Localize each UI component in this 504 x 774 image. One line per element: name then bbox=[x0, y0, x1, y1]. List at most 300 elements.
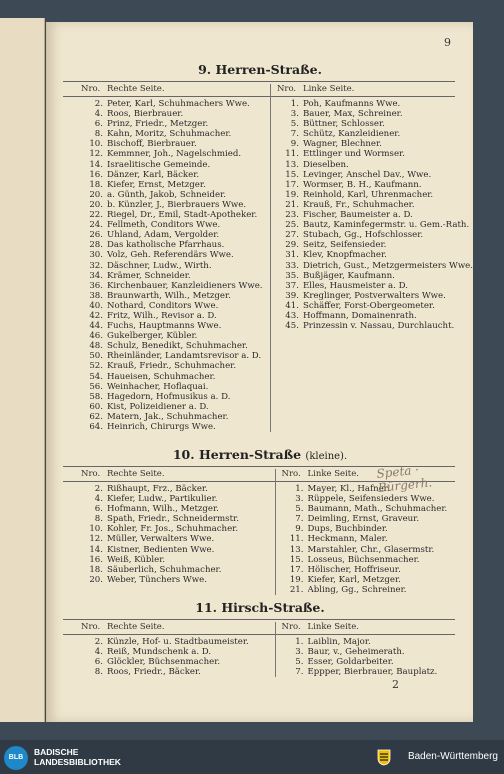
header-label: Rechte Seite. bbox=[107, 84, 165, 94]
left-column bbox=[81, 622, 273, 677]
house-number: 26. bbox=[89, 230, 103, 241]
right-column-header bbox=[277, 84, 473, 96]
header-nr: Nro. bbox=[81, 84, 101, 94]
resident-entry: Weber, Tünchers Wwe. bbox=[107, 574, 207, 585]
resident-entry: Volz, Geh. Referendärs Wwe. bbox=[107, 250, 234, 261]
header-nr: Nro. bbox=[281, 622, 301, 632]
resident-entry: Klev, Knopfmacher. bbox=[302, 250, 387, 261]
list-item bbox=[81, 667, 273, 677]
resident-entry: Kemmner, Joh., Nagelschmied. bbox=[107, 149, 242, 160]
right-column bbox=[270, 84, 473, 432]
list-item bbox=[277, 321, 473, 331]
list-item bbox=[277, 99, 473, 109]
header-nr: Nro. bbox=[81, 469, 101, 479]
list-item bbox=[81, 119, 268, 129]
list-item bbox=[277, 200, 473, 210]
house-number: 20. bbox=[89, 199, 103, 210]
house-number: 41. bbox=[285, 300, 299, 311]
house-number: 14. bbox=[89, 159, 103, 170]
blb-line2: LANDESBIBLIOTHEK bbox=[34, 757, 121, 767]
house-number: 64. bbox=[89, 422, 103, 432]
resident-entry: Reinhold, Karl, Uhrenmacher. bbox=[302, 189, 434, 200]
resident-entry: Säuberlich, Schuhmacher. bbox=[107, 564, 222, 575]
resident-entry: Kiefer, Ludw., Partikulier. bbox=[107, 494, 218, 505]
house-number: 19. bbox=[285, 189, 299, 200]
rule-top bbox=[63, 81, 455, 82]
list-item bbox=[282, 545, 474, 555]
resident-entry: Bauer, Max, Schreiner. bbox=[302, 109, 403, 120]
resident-entry: Riegel, Dr., Emil, Stadt-Apotheker. bbox=[107, 210, 258, 221]
resident-entry: Hölischer, Hoffriseur. bbox=[307, 564, 401, 575]
house-number: 17. bbox=[285, 179, 299, 190]
house-number: 13. bbox=[289, 544, 304, 555]
resident-entry: Eppper, Bierbrauer, Bauplatz. bbox=[307, 667, 438, 678]
resident-entry: Fritz, Wilh., Revisor a. D. bbox=[107, 310, 217, 321]
house-number: 21. bbox=[285, 199, 299, 210]
house-number: 11. bbox=[285, 149, 299, 160]
house-number: 8. bbox=[94, 514, 103, 525]
resident-entry: Kiefer, Ernst, Metzger. bbox=[107, 179, 206, 190]
list-item bbox=[277, 109, 473, 119]
house-number: 1. bbox=[295, 637, 304, 647]
resident-entry: Krämer, Schneider. bbox=[107, 270, 191, 281]
house-number: 14. bbox=[89, 544, 103, 555]
resident-entry: Kiefer, Karl, Metzger. bbox=[307, 574, 401, 585]
list-item bbox=[282, 667, 474, 677]
list-item bbox=[282, 494, 474, 504]
list-item bbox=[81, 139, 268, 149]
list-item bbox=[81, 504, 273, 514]
house-number: 36. bbox=[89, 280, 103, 291]
list-item bbox=[81, 261, 268, 271]
list-item bbox=[81, 321, 268, 331]
section-title-text: 9. Herren-Straße. bbox=[198, 62, 322, 77]
house-number: 5. bbox=[290, 119, 299, 130]
house-number: 22. bbox=[89, 210, 103, 221]
header-label: Linke Seite. bbox=[307, 469, 359, 479]
list-item bbox=[81, 99, 268, 109]
resident-entry: Roos, Friedr., Bäcker. bbox=[107, 667, 201, 678]
resident-entry: Uhland, Adam, Vergolder. bbox=[107, 230, 220, 241]
house-number: 25. bbox=[285, 220, 299, 231]
resident-entry: Schulz, Benedikt, Schuhmacher. bbox=[107, 341, 248, 352]
house-number: 12. bbox=[89, 534, 103, 545]
house-number: 8. bbox=[94, 129, 103, 140]
house-number: 44. bbox=[89, 321, 103, 332]
list-item bbox=[277, 220, 473, 230]
list-item bbox=[81, 250, 268, 260]
list-item bbox=[277, 190, 473, 200]
resident-entry: Haueisen, Schuhmacher. bbox=[107, 371, 216, 382]
house-number: 58. bbox=[89, 391, 103, 402]
resident-entry: Müller, Verwalters Wwe. bbox=[107, 534, 215, 545]
left-page-edge bbox=[0, 18, 45, 722]
resident-entry: Kohler, Fr. Jos., Schuhmacher. bbox=[107, 524, 239, 535]
house-number: 37. bbox=[285, 280, 299, 291]
resident-entry: Stubach, Gg., Hofschlosser. bbox=[302, 230, 424, 241]
resident-entry: Roos, Bierbrauer. bbox=[107, 109, 184, 120]
section-title-text: 11. Hirsch-Straße. bbox=[195, 600, 325, 615]
list-item bbox=[81, 555, 273, 565]
list-item bbox=[277, 311, 473, 321]
list-item bbox=[81, 484, 273, 494]
list-item bbox=[277, 240, 473, 250]
house-number: 7. bbox=[295, 514, 304, 525]
house-number: 15. bbox=[289, 554, 304, 565]
list-item bbox=[277, 281, 473, 291]
section-title bbox=[47, 62, 473, 77]
list-item bbox=[277, 119, 473, 129]
list-item bbox=[81, 657, 273, 667]
house-number: 40. bbox=[89, 300, 103, 311]
resident-entry: Baur, v., Geheimerath. bbox=[307, 647, 405, 658]
house-number: 54. bbox=[89, 371, 103, 382]
list-item bbox=[277, 160, 473, 170]
list-item bbox=[81, 301, 268, 311]
resident-entry: Büttner, Schlosser. bbox=[302, 119, 385, 130]
left-column-header bbox=[81, 469, 273, 481]
resident-entry: Fischer, Baumeister a. D. bbox=[302, 210, 413, 221]
house-number: 5. bbox=[295, 657, 304, 668]
resident-entry: Kistner, Bedienten Wwe. bbox=[107, 544, 215, 555]
house-number: 39. bbox=[285, 290, 299, 301]
resident-entry: Bautz, Kaminfegermstr. u. Gem.-Rath. bbox=[302, 220, 470, 231]
blb-line1: BADISCHE bbox=[34, 747, 79, 757]
left-column bbox=[81, 469, 273, 595]
resident-entry: Glöckler, Büchsenmacher. bbox=[107, 657, 221, 668]
resident-entry: Heinrich, Chirurgs Wwe. bbox=[107, 422, 216, 432]
list-item bbox=[81, 575, 273, 585]
house-number: 19. bbox=[289, 574, 304, 585]
list-item bbox=[81, 341, 268, 351]
blb-name bbox=[34, 747, 121, 767]
list-item bbox=[81, 637, 273, 647]
house-number: 27. bbox=[285, 230, 299, 241]
resident-entry: Bußjäger, Kaufmann. bbox=[302, 270, 395, 281]
list-item bbox=[81, 647, 273, 657]
list-item bbox=[282, 504, 474, 514]
list-item bbox=[81, 392, 268, 402]
list-item bbox=[81, 422, 268, 432]
resident-entry: Künzle, Hof- u. Stadtbaumeister. bbox=[107, 637, 249, 647]
house-number: 29. bbox=[285, 240, 299, 251]
house-number: 12. bbox=[89, 149, 103, 160]
header-label: Linke Seite. bbox=[302, 84, 355, 94]
list-item bbox=[277, 149, 473, 159]
house-number: 10. bbox=[89, 139, 103, 150]
list-item bbox=[277, 271, 473, 281]
resident-entry: Das katholische Pfarrhaus. bbox=[107, 240, 225, 251]
house-number: 9. bbox=[290, 139, 299, 150]
document-page bbox=[46, 22, 473, 722]
handwritten-note: Speta · Bürgerh. bbox=[375, 462, 433, 495]
house-number: 50. bbox=[89, 351, 103, 362]
resident-entry: Laiblin, Major. bbox=[307, 637, 371, 647]
resident-entry: Elles, Hausmeister a. D. bbox=[302, 280, 408, 291]
resident-entry: b. Künzler, J., Bierbrauers Wwe. bbox=[107, 199, 247, 210]
list-item bbox=[277, 210, 473, 220]
list-item bbox=[282, 657, 474, 667]
resident-entry: Krauß, Fr., Schuhmacher. bbox=[302, 199, 415, 210]
house-number: 62. bbox=[89, 411, 103, 422]
header-nr: Nro. bbox=[81, 622, 101, 632]
resident-entry: Baumann, Math., Schuhmacher. bbox=[307, 504, 448, 515]
resident-entry: a. Günth, Jakob, Schneider. bbox=[107, 189, 226, 200]
house-number: 1. bbox=[295, 484, 304, 494]
house-number: 35. bbox=[285, 270, 299, 281]
list-item bbox=[81, 190, 268, 200]
resident-entry: Rißhaupt, Frz., Bäcker. bbox=[107, 484, 208, 494]
resident-entry: Wagner, Blechner. bbox=[302, 139, 382, 150]
header-nr: Nro. bbox=[281, 469, 301, 479]
list-item bbox=[81, 524, 273, 534]
house-number: 9. bbox=[295, 524, 304, 535]
resident-entry: Kist, Polizeidiener a. D. bbox=[107, 401, 209, 412]
resident-entry: Fellmeth, Conditors Wwe. bbox=[107, 220, 221, 231]
resident-entry: Dups, Buchbinder. bbox=[307, 524, 388, 535]
list-item bbox=[81, 230, 268, 240]
resident-entry: Schäffer, Forst-Obergeometer. bbox=[302, 300, 435, 311]
list-item bbox=[282, 647, 474, 657]
resident-entry: Abling, Gg., Schreiner. bbox=[307, 584, 407, 595]
house-number: 10. bbox=[89, 524, 103, 535]
house-number: 32. bbox=[89, 260, 103, 271]
house-number: 11. bbox=[289, 534, 304, 545]
house-number: 15. bbox=[285, 169, 299, 180]
columns bbox=[47, 84, 473, 432]
house-number: 31. bbox=[285, 250, 299, 261]
resident-entry: Bischoff, Bierbrauer. bbox=[107, 139, 197, 150]
house-number: 60. bbox=[89, 401, 103, 412]
list-item bbox=[81, 514, 273, 524]
house-number: 18. bbox=[89, 179, 103, 190]
list-item bbox=[81, 240, 268, 250]
resident-entry: Prinzessin v. Nassau, Durchlaucht. bbox=[302, 321, 455, 332]
bw-label: Baden-Württemberg bbox=[407, 751, 498, 762]
house-number: 42. bbox=[89, 310, 103, 321]
resident-entry: Marstahler, Chr., Glasermstr. bbox=[307, 544, 435, 555]
house-number: 23. bbox=[285, 210, 299, 221]
bw-coat-of-arms-icon bbox=[376, 748, 392, 766]
list-item bbox=[282, 555, 474, 565]
list-item bbox=[277, 180, 473, 190]
house-number: 30. bbox=[89, 250, 103, 261]
list-item bbox=[277, 301, 473, 311]
section-title bbox=[47, 447, 473, 462]
resident-entry: Deimling, Ernst, Graveur. bbox=[307, 514, 420, 525]
left-column bbox=[81, 84, 268, 432]
resident-entry: Krauß, Friedr., Schuhmacher. bbox=[107, 361, 237, 372]
list-item bbox=[81, 402, 268, 412]
header-label: Rechte Seite. bbox=[107, 622, 165, 632]
list-item bbox=[81, 220, 268, 230]
resident-entry: Rheinländer, Landamtsrevisor a. D. bbox=[107, 351, 262, 362]
signature-number: 2 bbox=[392, 678, 399, 691]
resident-entry: Spath, Friedr., Schneidermstr. bbox=[107, 514, 239, 525]
house-number: 6. bbox=[94, 657, 103, 668]
list-item bbox=[277, 170, 473, 180]
resident-entry: Kreglinger, Postverwalters Wwe. bbox=[302, 290, 446, 301]
house-number: 52. bbox=[89, 361, 103, 372]
list-item bbox=[81, 534, 273, 544]
resident-entry: Reiß, Mundschenk a. D. bbox=[107, 647, 212, 658]
list-item bbox=[81, 412, 268, 422]
resident-entry: Peter, Karl, Schuhmachers Wwe. bbox=[107, 99, 250, 109]
house-number: 34. bbox=[89, 270, 103, 281]
house-number: 48. bbox=[89, 341, 103, 352]
section-herren-strasse bbox=[47, 62, 473, 432]
list-item bbox=[282, 514, 474, 524]
list-item bbox=[282, 565, 474, 575]
house-number: 3. bbox=[295, 494, 304, 505]
list-item bbox=[81, 372, 268, 382]
resident-entry: Losseus, Büchsenmacher. bbox=[307, 554, 420, 565]
resident-entry: Nothard, Conditors Wwe. bbox=[107, 300, 219, 311]
library-footer bbox=[0, 740, 504, 774]
rule-top bbox=[63, 619, 455, 620]
house-number: 6. bbox=[94, 119, 103, 130]
house-number: 33. bbox=[285, 260, 299, 271]
list-item bbox=[277, 250, 473, 260]
list-item bbox=[277, 261, 473, 271]
house-number: 3. bbox=[295, 647, 304, 658]
resident-entry: Levinger, Anschel Dav., Wwe. bbox=[302, 169, 432, 180]
house-number: 20. bbox=[89, 189, 103, 200]
house-number: 46. bbox=[89, 331, 103, 342]
list-item bbox=[81, 109, 268, 119]
house-number: 5. bbox=[295, 504, 304, 515]
house-number: 4. bbox=[94, 109, 103, 120]
list-item bbox=[81, 331, 268, 341]
resident-entry: Dänzer, Karl, Bäcker. bbox=[107, 169, 200, 180]
left-column-header bbox=[81, 84, 268, 96]
house-number: 2. bbox=[94, 637, 103, 647]
list-item bbox=[81, 170, 268, 180]
list-item bbox=[277, 291, 473, 301]
section-hirsch-strasse bbox=[47, 600, 473, 678]
blb-logo: BLB bbox=[4, 746, 28, 770]
house-number: 24. bbox=[89, 220, 103, 231]
resident-entry: Poh, Kaufmanns Wwe. bbox=[302, 99, 401, 109]
resident-entry: Mayer, Kl., Hafner. bbox=[307, 484, 390, 494]
resident-entry: Prinz, Friedr., Metzger. bbox=[107, 119, 209, 130]
list-item bbox=[81, 129, 268, 139]
list-item bbox=[277, 230, 473, 240]
resident-entry: Seitz, Seifensieder. bbox=[302, 240, 387, 251]
list-item bbox=[81, 291, 268, 301]
right-column-header bbox=[282, 622, 474, 634]
house-number: 2. bbox=[94, 99, 103, 109]
resident-entry: Dietrich, Gust., Metzgermeisters Wwe. bbox=[302, 260, 473, 271]
list-item bbox=[282, 585, 474, 595]
house-number: 21. bbox=[289, 584, 304, 595]
list-item bbox=[282, 534, 474, 544]
section-subtitle: (kleine). bbox=[305, 451, 348, 462]
resident-entry: Gukelberger, Kübler. bbox=[107, 331, 198, 342]
house-number: 6. bbox=[94, 504, 103, 515]
list-item bbox=[81, 565, 273, 575]
list-item bbox=[81, 160, 268, 170]
list-item bbox=[81, 351, 268, 361]
house-number: 7. bbox=[295, 667, 304, 678]
left-column-header bbox=[81, 622, 273, 634]
house-number: 45. bbox=[285, 321, 299, 332]
resident-entry: Israelitische Gemeinde. bbox=[107, 159, 211, 170]
list-item bbox=[81, 382, 268, 392]
list-item bbox=[81, 149, 268, 159]
house-number: 13. bbox=[285, 159, 299, 170]
resident-entry: Hofmann, Wilh., Metzger. bbox=[107, 504, 219, 515]
resident-entry: Wormser, B. H., Kaufmann. bbox=[302, 179, 422, 190]
header-label: Rechte Seite. bbox=[107, 469, 165, 479]
resident-entry: Braunwarth, Wilh., Metzger. bbox=[107, 290, 231, 301]
list-item bbox=[81, 200, 268, 210]
list-item bbox=[81, 210, 268, 220]
page-number: 9 bbox=[444, 36, 451, 49]
header-label: Linke Seite. bbox=[307, 622, 359, 632]
house-number: 1. bbox=[290, 99, 299, 109]
resident-entry: Kirchenbauer, Kanzleidieners Wwe. bbox=[107, 280, 263, 291]
section-title bbox=[47, 600, 473, 615]
house-number: 56. bbox=[89, 381, 103, 392]
house-number: 38. bbox=[89, 290, 103, 301]
list-item bbox=[282, 575, 474, 585]
house-number: 16. bbox=[89, 169, 103, 180]
list-item bbox=[81, 311, 268, 321]
section-title-text: 10. Herren-Straße bbox=[172, 447, 302, 462]
list-item bbox=[81, 281, 268, 291]
right-column bbox=[275, 622, 474, 677]
house-number: 18. bbox=[89, 564, 103, 575]
list-item bbox=[81, 361, 268, 371]
list-item bbox=[81, 545, 273, 555]
resident-entry: Esser, Goldarbeiter. bbox=[307, 657, 394, 668]
resident-entry: Heckmann, Maler. bbox=[307, 534, 388, 545]
list-item bbox=[277, 129, 473, 139]
house-number: 20. bbox=[89, 574, 103, 585]
list-item bbox=[282, 524, 474, 534]
resident-entry: Hagedorn, Hofmusikus a. D. bbox=[107, 391, 231, 402]
resident-entry: Weiß, Kübler. bbox=[107, 554, 166, 565]
resident-entry: Weinhacher, Hoflaquai. bbox=[107, 381, 209, 392]
resident-entry: Hoffmann, Domainenrath. bbox=[302, 310, 417, 321]
list-item bbox=[282, 637, 474, 647]
resident-entry: Rüppele, Seifensieders Wwe. bbox=[307, 494, 435, 505]
resident-entry: Fuchs, Hauptmanns Wwe. bbox=[107, 321, 222, 332]
list-item bbox=[277, 139, 473, 149]
house-number: 43. bbox=[285, 310, 299, 321]
house-number: 17. bbox=[289, 564, 304, 575]
resident-entry: Kahn, Moritz, Schuhmacher. bbox=[107, 129, 232, 140]
house-number: 2. bbox=[94, 484, 103, 494]
house-number: 28. bbox=[89, 240, 103, 251]
house-number: 4. bbox=[94, 647, 103, 658]
resident-entry: Matern, Jak., Schuhmacher. bbox=[107, 411, 229, 422]
header-nr: Nro. bbox=[276, 84, 297, 94]
list-item bbox=[81, 271, 268, 281]
house-number: 4. bbox=[94, 494, 103, 505]
house-number: 16. bbox=[89, 554, 103, 565]
columns bbox=[47, 622, 473, 677]
resident-entry: Däschner, Ludw., Wirth. bbox=[107, 260, 212, 271]
list-item bbox=[81, 180, 268, 190]
house-number: 3. bbox=[290, 109, 299, 120]
list-item bbox=[81, 494, 273, 504]
resident-entry: Dieselben. bbox=[302, 159, 349, 170]
house-number: 8. bbox=[94, 667, 103, 678]
house-number: 7. bbox=[290, 129, 299, 140]
resident-entry: Ettlinger und Wormser. bbox=[302, 149, 405, 160]
